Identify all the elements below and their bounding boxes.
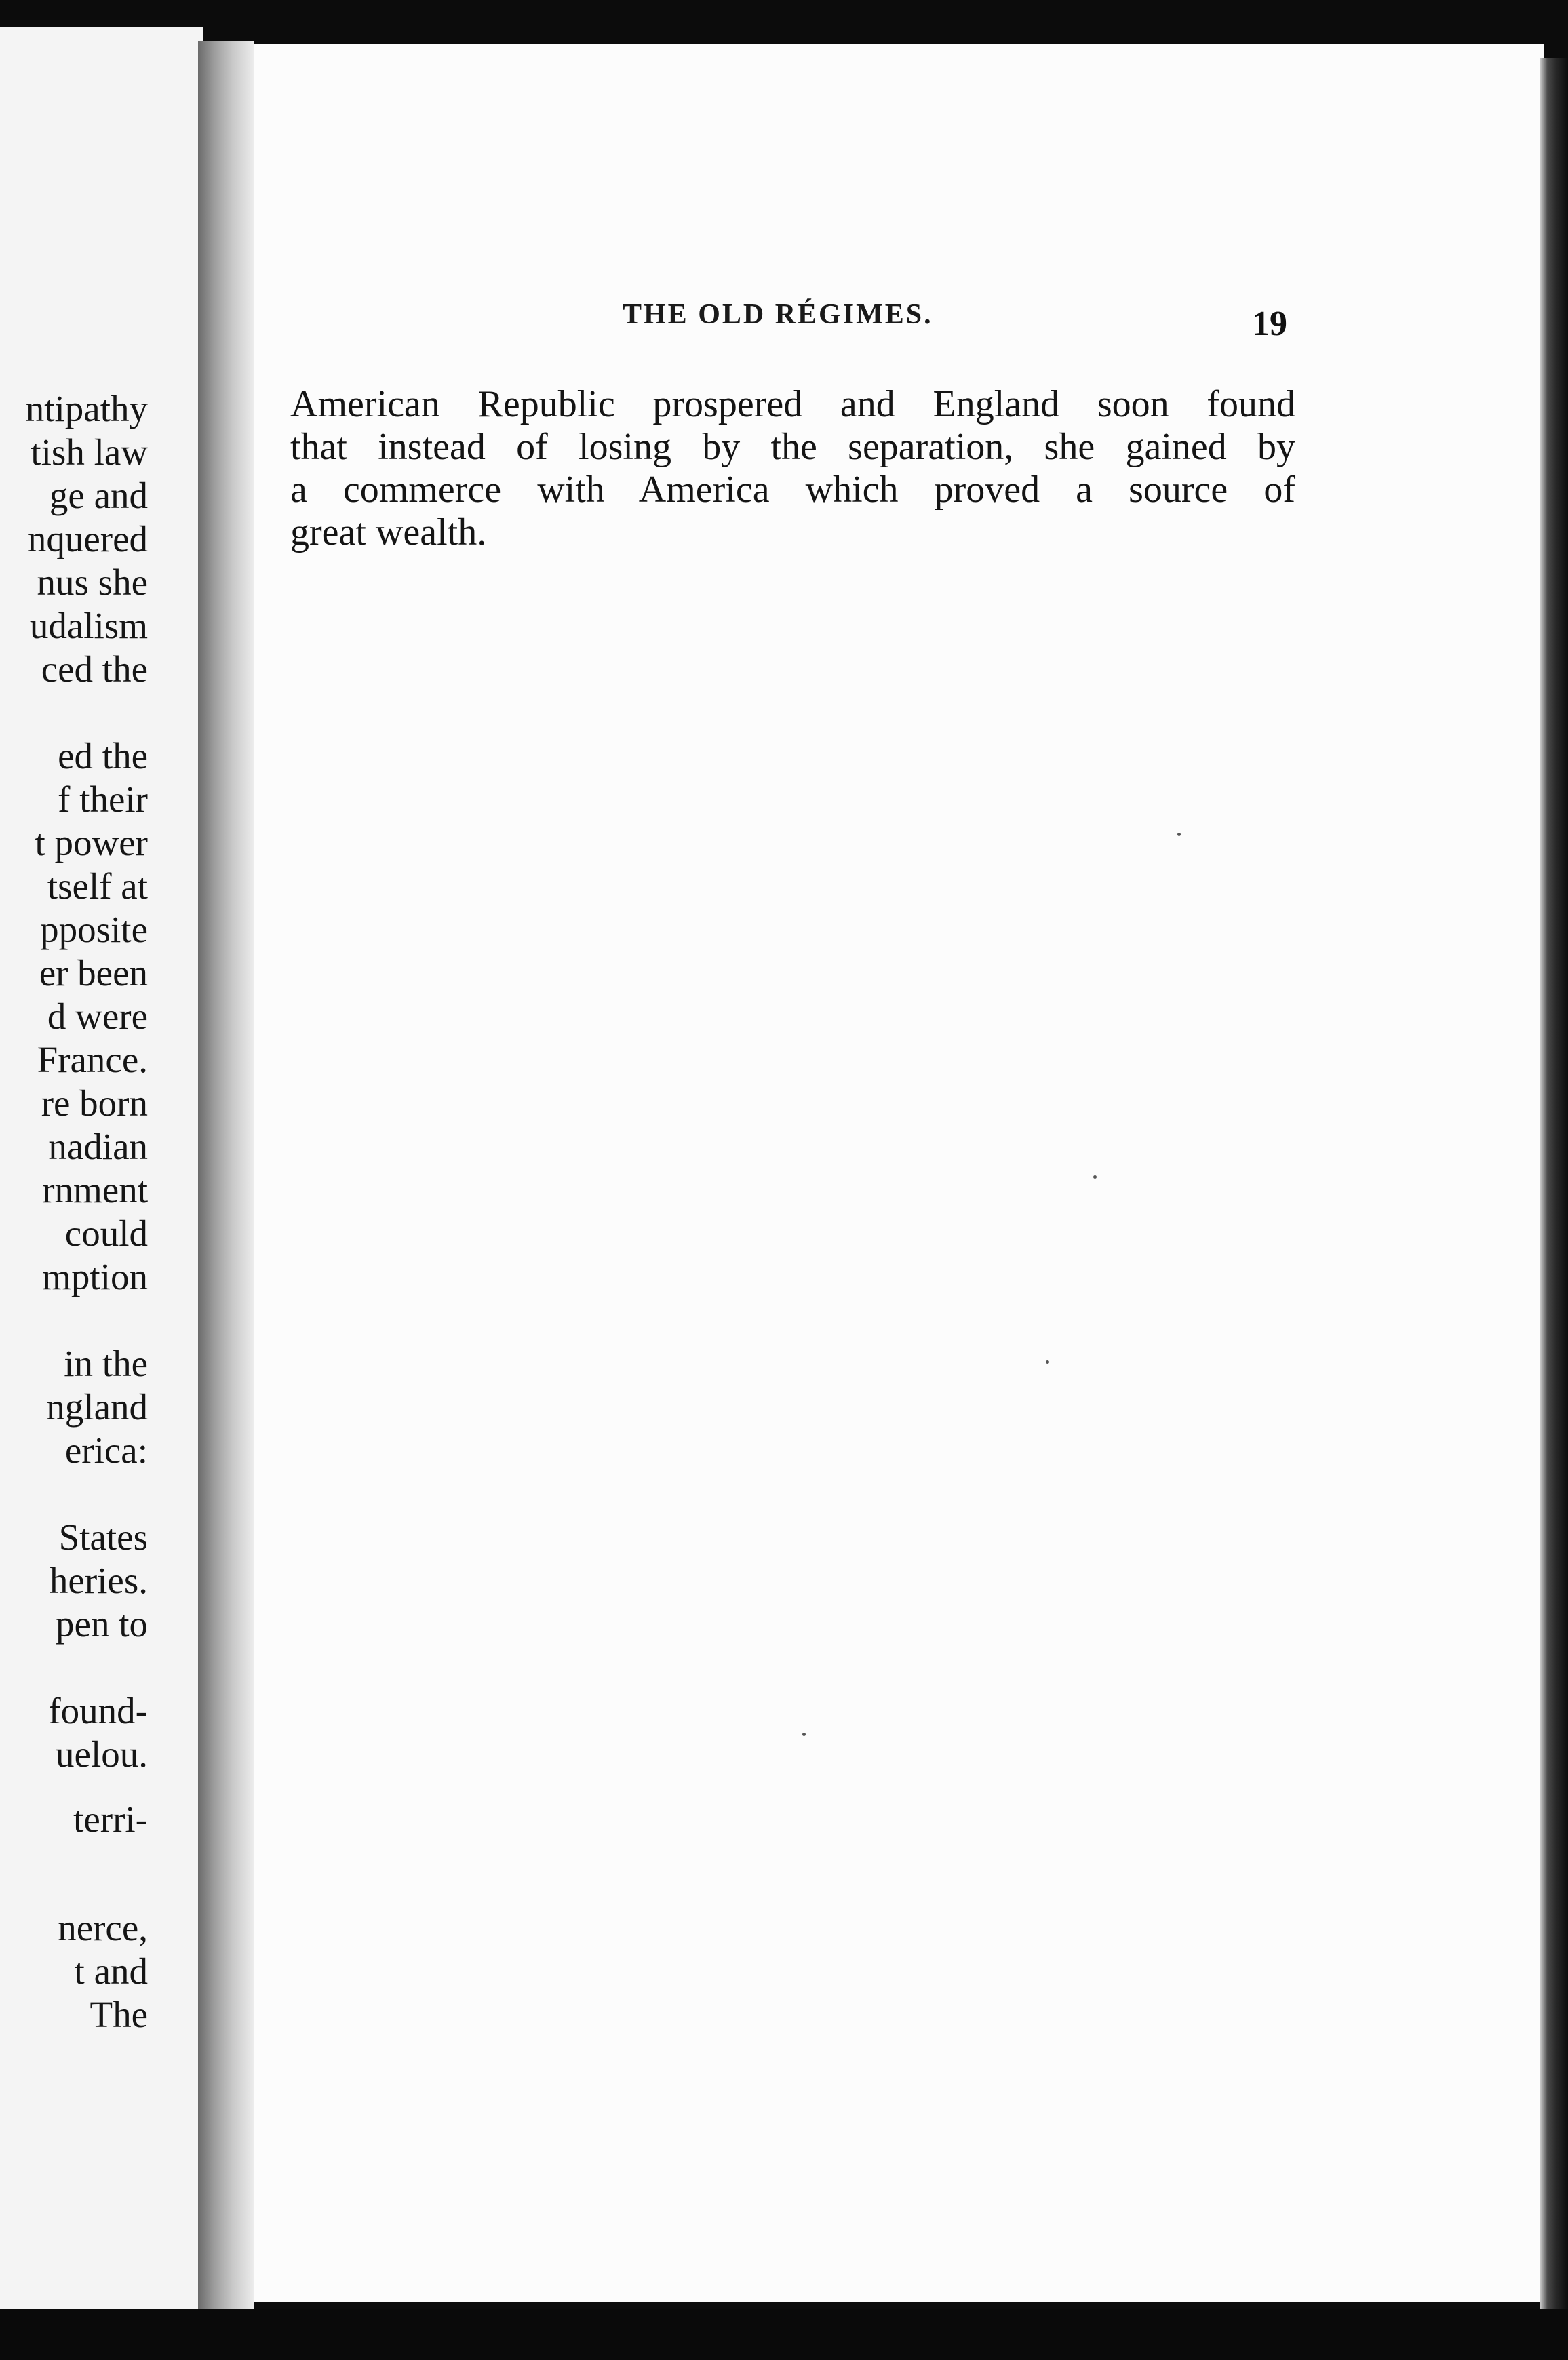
left-page-text-line: re born — [41, 1082, 148, 1124]
left-page-text-line: ge and — [49, 475, 148, 516]
paper-speck — [802, 1733, 806, 1736]
left-page-text-line: er been — [39, 952, 148, 994]
left-page-text-line: nus she — [37, 562, 148, 603]
left-page-text-line: heries. — [49, 1560, 148, 1601]
left-page-text-line: in the — [64, 1343, 148, 1384]
left-page-text-line: udalism — [29, 605, 148, 646]
left-page-text-line: ntipathy — [25, 388, 148, 429]
page-edge — [1540, 58, 1568, 2309]
left-page-text-line: rnment — [42, 1169, 148, 1211]
left-page-text-line: pen to — [56, 1603, 148, 1645]
left-page-text-line: nquered — [27, 518, 148, 559]
left-page-text-line: d were — [47, 996, 148, 1037]
left-page-text-line: States — [58, 1516, 148, 1558]
left-page-text-line: nadian — [48, 1126, 148, 1167]
left-page-text-line: The — [90, 1994, 148, 2035]
left-page-text-line: t power — [35, 822, 148, 863]
left-page-text-line: nerce, — [58, 1907, 148, 1948]
page-number: 19 — [1252, 304, 1287, 343]
left-page-text-line: t and — [74, 1950, 148, 1992]
scan-border-bottom — [0, 2309, 1568, 2360]
left-page-text-line: ed the — [58, 735, 148, 776]
body-paragraph — [290, 383, 1295, 554]
body-text-line: great wealth. — [290, 511, 487, 553]
left-page-text-line: terri- — [73, 1798, 148, 1840]
left-page-text-line: ngland — [46, 1386, 148, 1428]
body-text-line: a commerce with America which proved a source of — [290, 469, 1295, 511]
left-page-text-line: mption — [42, 1256, 148, 1297]
left-page-text-line: uelou. — [56, 1733, 148, 1775]
paper-speck — [1093, 1175, 1097, 1179]
body-text-line: that instead of losing by the separation, she gained by — [290, 426, 1295, 468]
left-page-text-line: tself at — [47, 865, 148, 907]
paper-speck — [1177, 833, 1181, 836]
running-head: THE OLD RÉGIMES. — [623, 299, 933, 330]
left-page — [0, 27, 203, 2326]
left-page-text-line: ced the — [41, 648, 148, 690]
body-text-line: American Republic prospered and England soon found — [290, 383, 1295, 425]
left-page-text-line: could — [64, 1213, 148, 1254]
left-page-text-line: erica: — [64, 1430, 148, 1471]
paper-speck — [1046, 1360, 1049, 1364]
left-page-text-line: f their — [58, 779, 148, 820]
book-gutter — [198, 41, 254, 2309]
left-page-text-line: pposite — [40, 909, 148, 950]
left-page-text-line: tish law — [31, 431, 148, 473]
left-page-text-line: found- — [48, 1690, 148, 1731]
left-page-text-line: France. — [37, 1039, 148, 1080]
